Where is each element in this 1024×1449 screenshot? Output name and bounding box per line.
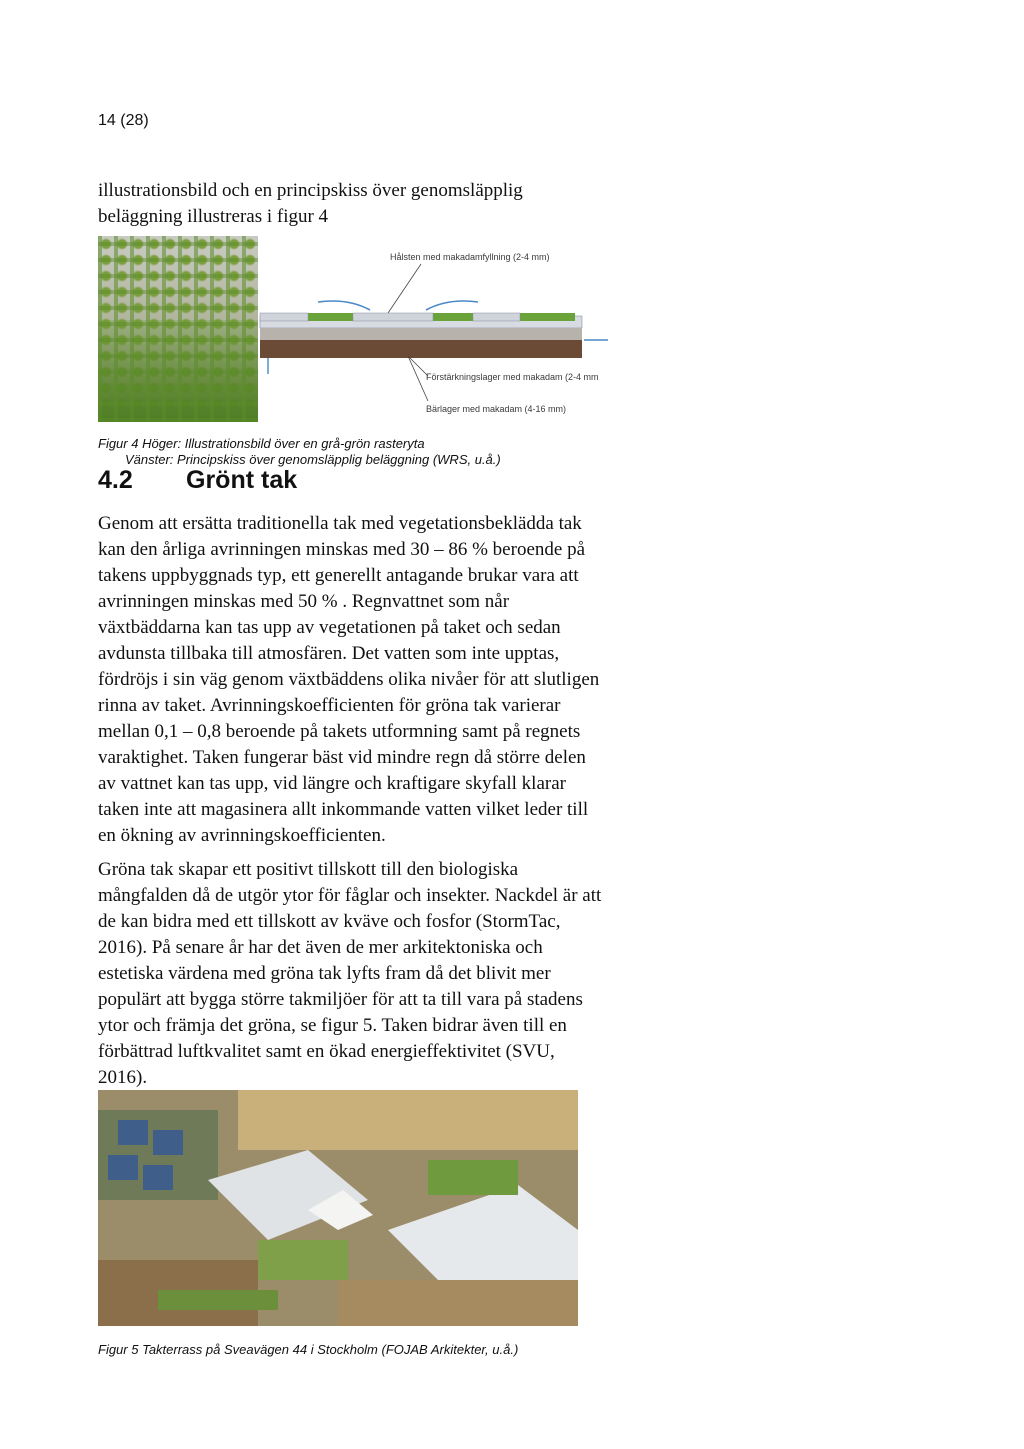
text-line: mångfalden då de utgör ytor för fåglar och insekter. Nackdel är att: [98, 885, 602, 906]
grass-grid-paving-photo: [98, 236, 258, 422]
text-line: rinna av taket. Avrinningskoefficienten för gröna tak varierar: [98, 695, 561, 716]
text-line: en ökning av avrinningskoefficienten.: [98, 825, 386, 846]
page-number: 14 (28): [98, 112, 149, 129]
paragraph-2: [98, 857, 658, 1091]
figure-5-caption: Figur 5 Takterrass på Sveavägen 44 i Stockholm (FOJAB Arkitekter, u.å.): [98, 1342, 519, 1357]
text-line: varaktighet. Taken fungerar bäst vid mindre regn då större delen: [98, 747, 586, 768]
text-line: av vattnet kan tas upp, vid längre och kraftigare skyfall klarar: [98, 773, 566, 794]
paragraph-1: [98, 511, 658, 849]
diagram-label-bottom: Bärlager med makadam (4-16 mm): [426, 404, 567, 414]
section-title: Grönt tak: [186, 466, 298, 494]
intro-line: beläggning illustreras i figur 4: [98, 206, 329, 227]
section-number: 4.2: [98, 466, 133, 494]
text-line: kan den årliga avrinningen minskas med 30 – 86 % beroende på: [98, 539, 585, 560]
permeable-paving-diagram: [258, 236, 650, 426]
text-line: Genom att ersätta traditionella tak med vegetationsbeklädda tak: [98, 513, 582, 534]
text-line: förbättrad luftkvalitet samt en ökad energieffektivitet (SVU,: [98, 1041, 555, 1062]
text-line: avdunsta tillbaka till atmosfären. Det vatten som inte upptas,: [98, 643, 560, 664]
intro-line: illustrationsbild och en principskiss över genomsläpplig: [98, 180, 523, 201]
figure-4-caption: [98, 436, 501, 468]
text-line: avrinningen minskas med 50 % . Regnvattnet som når: [98, 591, 510, 612]
intro-paragraph: [98, 178, 658, 230]
text-line: mellan 0,1 – 0,8 beroende på takets utformning samt på regnets: [98, 721, 581, 742]
text-line: 2016). På senare år har det även de mer arkitektoniska och: [98, 937, 543, 958]
text-line: de kan bidra med ett tillskott av kväve och fosfor (StormTac,: [98, 911, 561, 932]
text-line: fördröjs i sin väg genom växtbäddens olika nivåer för att slutligen: [98, 669, 600, 690]
text-line: taken inte att magasinera allt inkommande vatten vilket leder till: [98, 799, 589, 820]
caption-line: Figur 4 Höger: Illustrationsbild över en grå-grön rasteryta: [98, 436, 425, 451]
text-line: växtbäddarna kan tas upp av vegetationen på taket och sedan: [98, 617, 561, 638]
section-heading: [98, 466, 298, 495]
text-line: estetiska värdena med gröna tak lyfts fram då det blivit mer: [98, 963, 551, 984]
diagram-label-middle: Förstärkningslager med makadam (2-4 mm: [426, 372, 599, 382]
diagram-label-top: Hålsten med makadamfyllning (2-4 mm): [390, 252, 550, 262]
roof-terrace-photo: [98, 1090, 578, 1326]
caption-line: Vänster: Principskiss över genomsläpplig beläggning (WRS, u.å.): [125, 452, 501, 467]
text-line: 2016).: [98, 1067, 148, 1088]
text-line: Gröna tak skapar ett positivt tillskott till den biologiska: [98, 859, 519, 880]
text-line: takens uppbyggnads typ, ett generellt antagande brukar vara att: [98, 565, 579, 586]
text-line: ytor och främja det gröna, se figur 5. Taken bidrar även till en: [98, 1015, 567, 1036]
text-line: populärt att bygga större takmiljöer för att ta till vara på stadens: [98, 989, 583, 1010]
